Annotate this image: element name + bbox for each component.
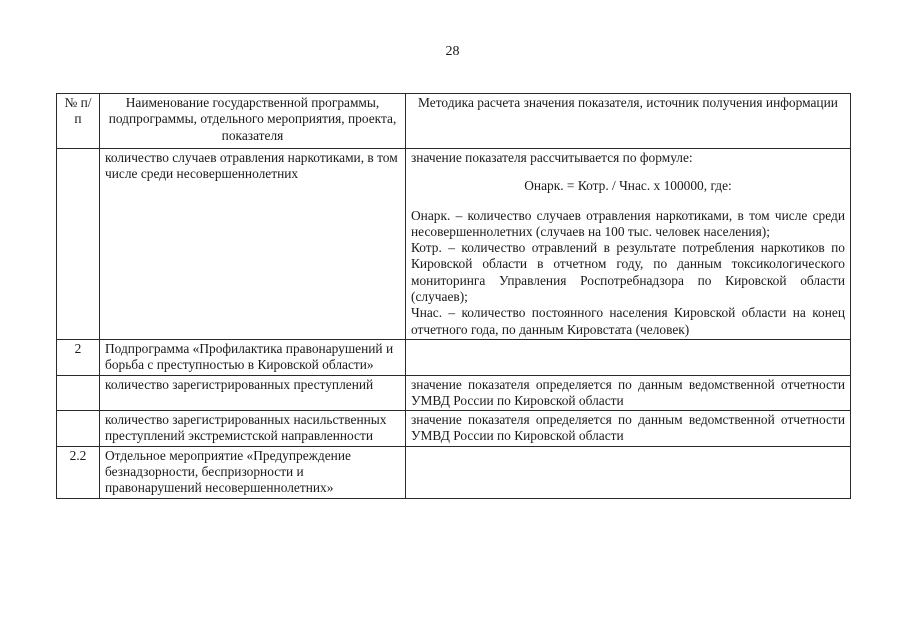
header-method: Методика расчета значения показателя, источник получения информации — [406, 94, 851, 149]
indicator-name: количество случаев отравления наркотиками, в том числе среди несовершеннолетних — [100, 149, 406, 340]
table-row — [57, 446, 851, 498]
method-cell — [406, 149, 851, 340]
row-number: 2.2 — [57, 446, 100, 498]
row-number — [57, 149, 100, 340]
table-row — [57, 149, 851, 340]
row-number — [57, 411, 100, 447]
measure-name: Отдельное мероприятие «Предупреждение безнадзорности, беспризорности и правонарушений несовершеннолетних» — [100, 446, 406, 498]
method-cell: значение показателя определяется по данным ведомственной отчетности УМВД России по Кировской области — [406, 411, 851, 447]
table-header-row — [57, 94, 851, 149]
method-cell: значение показателя определяется по данным ведомственной отчетности УМВД России по Кировской области — [406, 375, 851, 411]
definition: Котр. – количество отравлений в результате потребления наркотиков по Кировской области в отчетном году, по данным токсикологического мониторинга Управления Роспотребнадзора по Кировской области (случаев); — [411, 240, 845, 305]
subprogram-name: Подпрограмма «Профилактика правонарушений и борьба с преступностью в Кировской области» — [100, 339, 406, 375]
indicator-name: количество зарегистрированных преступлений — [100, 375, 406, 411]
definition: Онарк. – количество случаев отравления наркотиками, в том числе среди несовершеннолетних (случаев на 100 тыс. человек населения); — [411, 207, 845, 239]
method-cell — [406, 339, 851, 375]
row-number: 2 — [57, 339, 100, 375]
table-row — [57, 375, 851, 411]
method-cell — [406, 446, 851, 498]
indicator-methodology-table — [56, 93, 851, 499]
definition: Чнас. – количество постоянного населения Кировской области на конец отчетного года, по данным Кировстата (человек) — [411, 305, 845, 337]
method-intro: значение показателя рассчитывается по формуле: — [411, 150, 693, 165]
header-name: Наименование государственной программы, подпрограммы, отдельного мероприятия, проекта, показателя — [100, 94, 406, 149]
row-number — [57, 375, 100, 411]
header-number: № п/п — [57, 94, 100, 149]
table-row — [57, 339, 851, 375]
table-row — [57, 411, 851, 447]
indicator-name: количество зарегистрированных насильственных преступлений экстремистской направленности — [100, 411, 406, 447]
formula: Онарк. = Котр. / Чнас. х 100000, где: — [524, 178, 732, 194]
page-number: 28 — [445, 44, 460, 59]
